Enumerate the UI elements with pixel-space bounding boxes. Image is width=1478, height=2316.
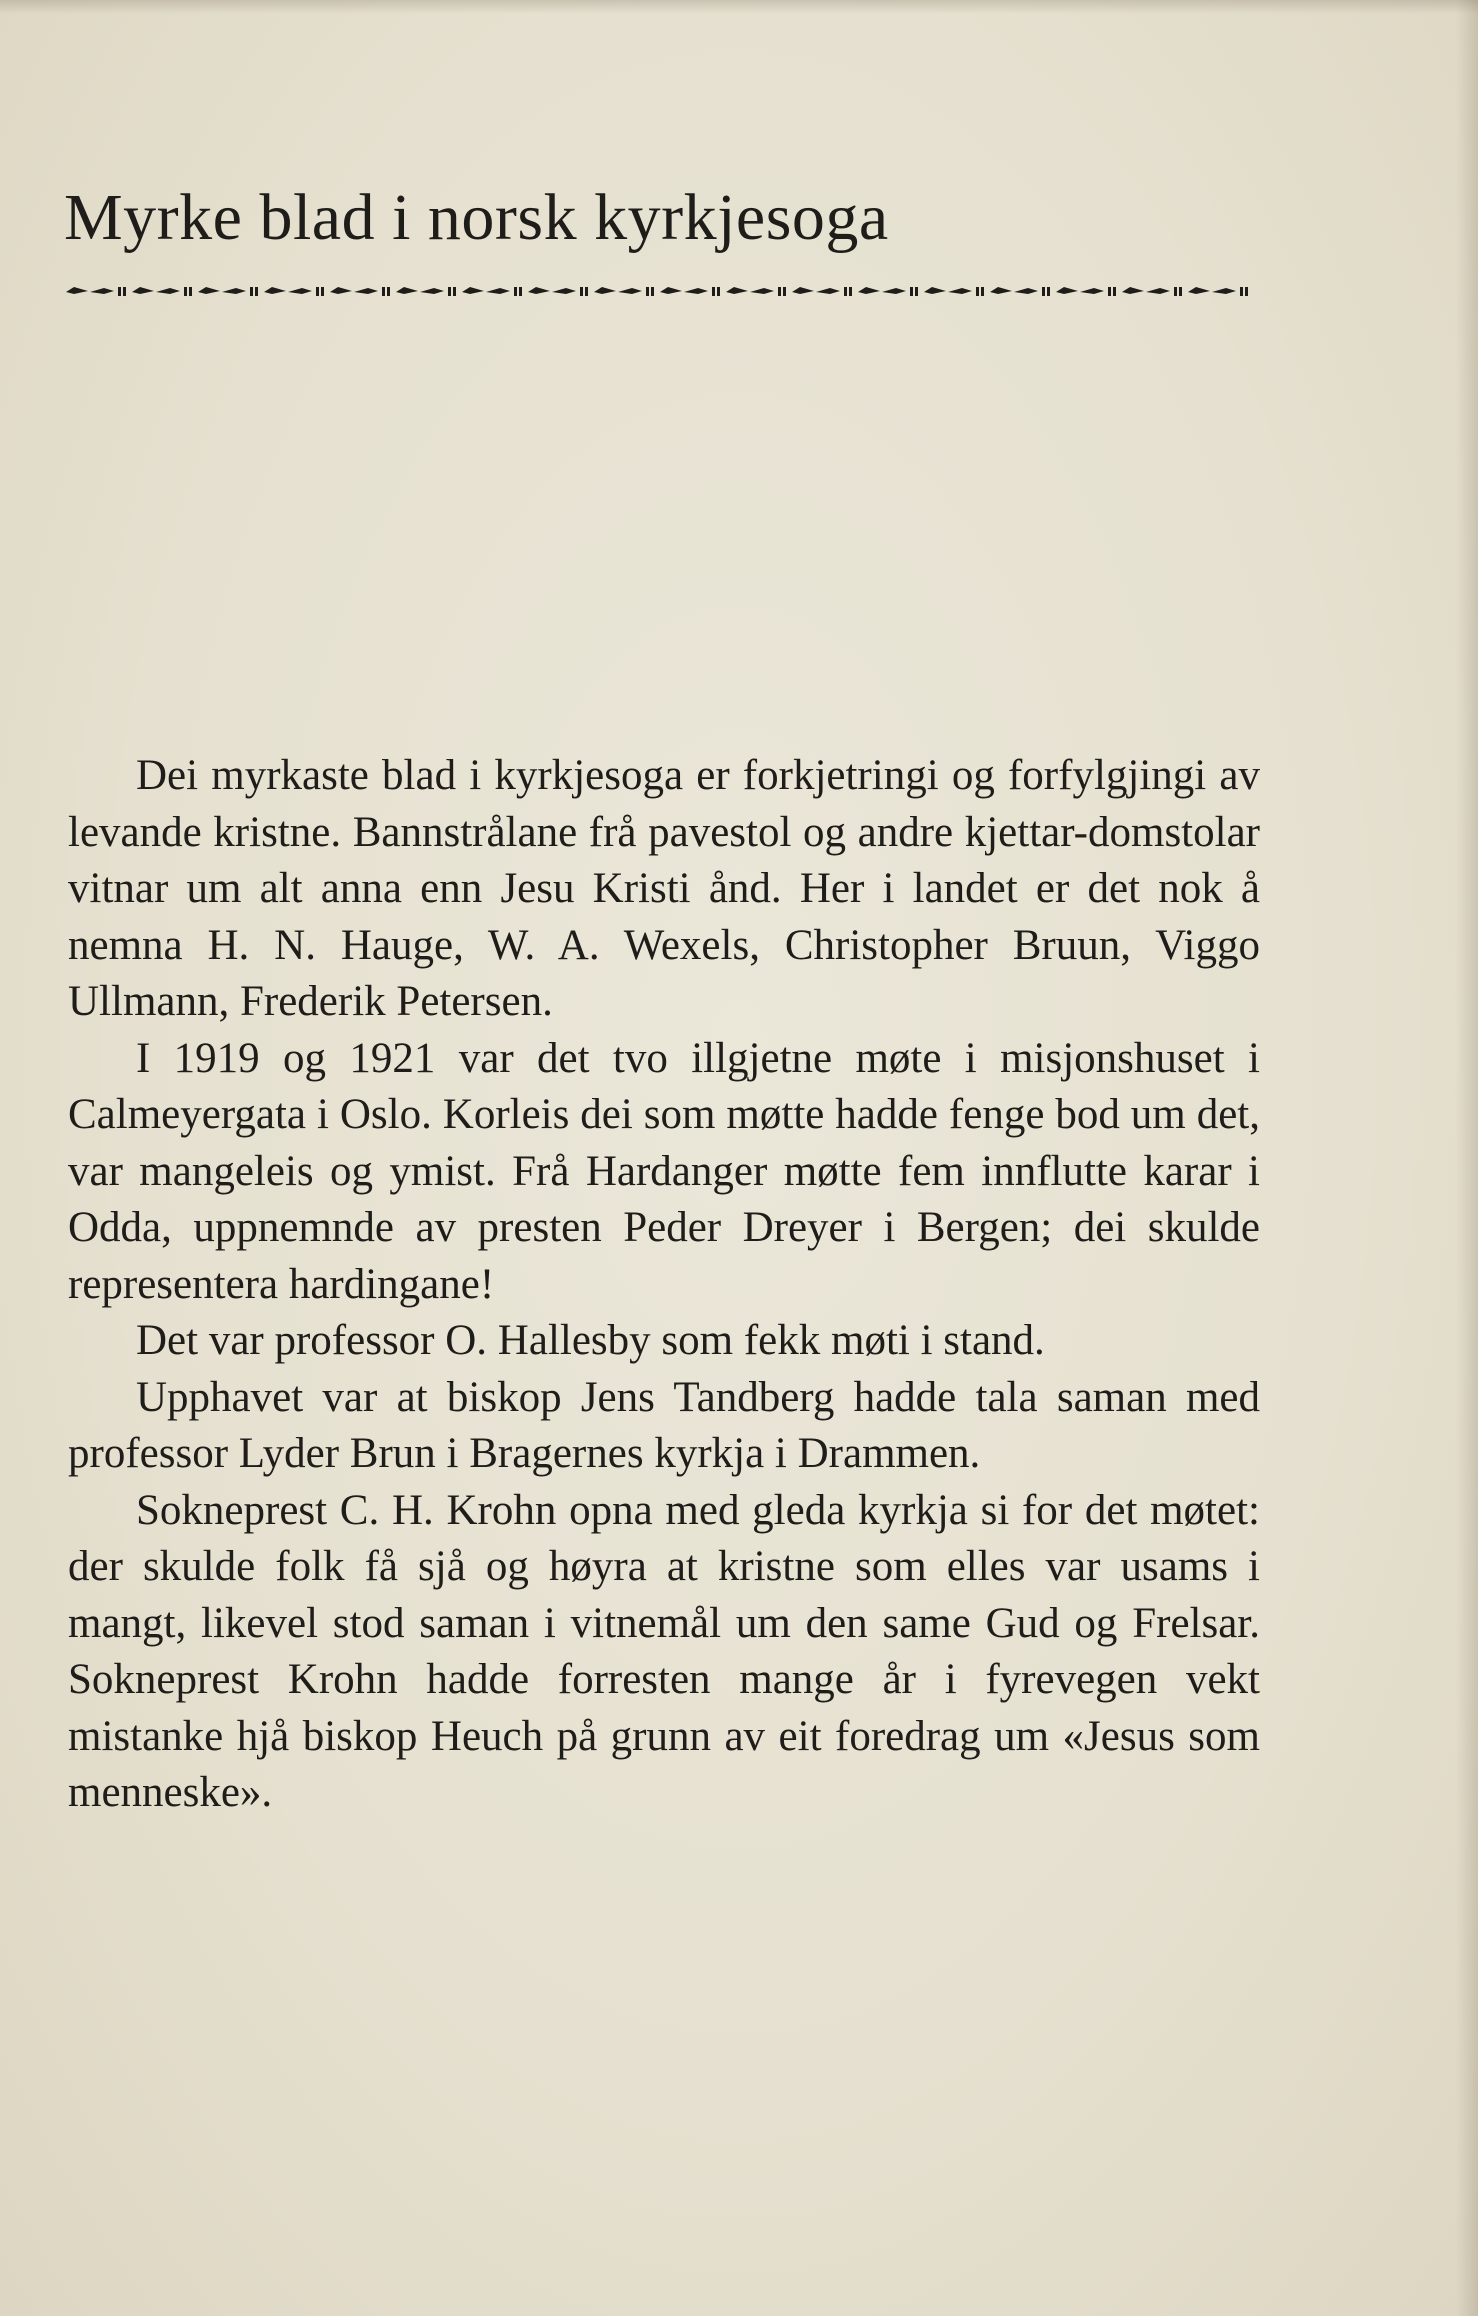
page-edge-shadow-right bbox=[1456, 0, 1478, 2316]
paragraph: Det var professor O. Hallesby som fekk møti i stand. bbox=[136, 1317, 1045, 1364]
page-edge-shadow-top bbox=[0, 0, 1478, 14]
paragraph: Sokneprest C. H. Krohn opna med gleda kyrkja si for det møtet: der skulde folk få sjå og høyra at kristne som elles var usams i mangt, likevel stod saman i vitnemål um den same Gud og Frelsar. Sokneprest Krohn hadde forresten mange år i fyrevegen vekt mistanke hjå biskop Heuch på grunn av eit foredrag um «Jesus som menneske». bbox=[68, 1486, 1260, 1816]
paragraph: Upphavet var at biskop Jens Tandberg hadde tala saman med professor Lyder Brun i Bragernes kyrkja i Drammen. bbox=[68, 1373, 1260, 1477]
decorative-rule bbox=[64, 280, 1254, 300]
paragraph: Dei myrkaste blad i kyrkjesoga er forkjetringi og forfylgjingi av levande kristne. Bannstrålane frå pavestol og andre kjettar-domstolar vitnar um alt anna enn Jesu Kristi ånd. Her i landet er det nok å nemna H. N. Hauge, W. A. Wexels, Christopher Bruun, Viggo Ullmann, Frederik Petersen. bbox=[68, 752, 1260, 1025]
chapter-heading: Myrke blad i norsk kyrkjesoga bbox=[64, 181, 889, 254]
body-text bbox=[68, 748, 1260, 1822]
paragraph: I 1919 og 1921 var det tvo illgjetne møte i misjonshuset i Calmeyergata i Oslo. Korleis dei som møtte hadde fenge bod um det, var mangeleis og ymist. Frå Hardanger møtte fem innflutte karar i Odda, uppnemnde av presten Peder Dreyer i Bergen; dei skulde representera hardingane! bbox=[68, 1034, 1260, 1308]
